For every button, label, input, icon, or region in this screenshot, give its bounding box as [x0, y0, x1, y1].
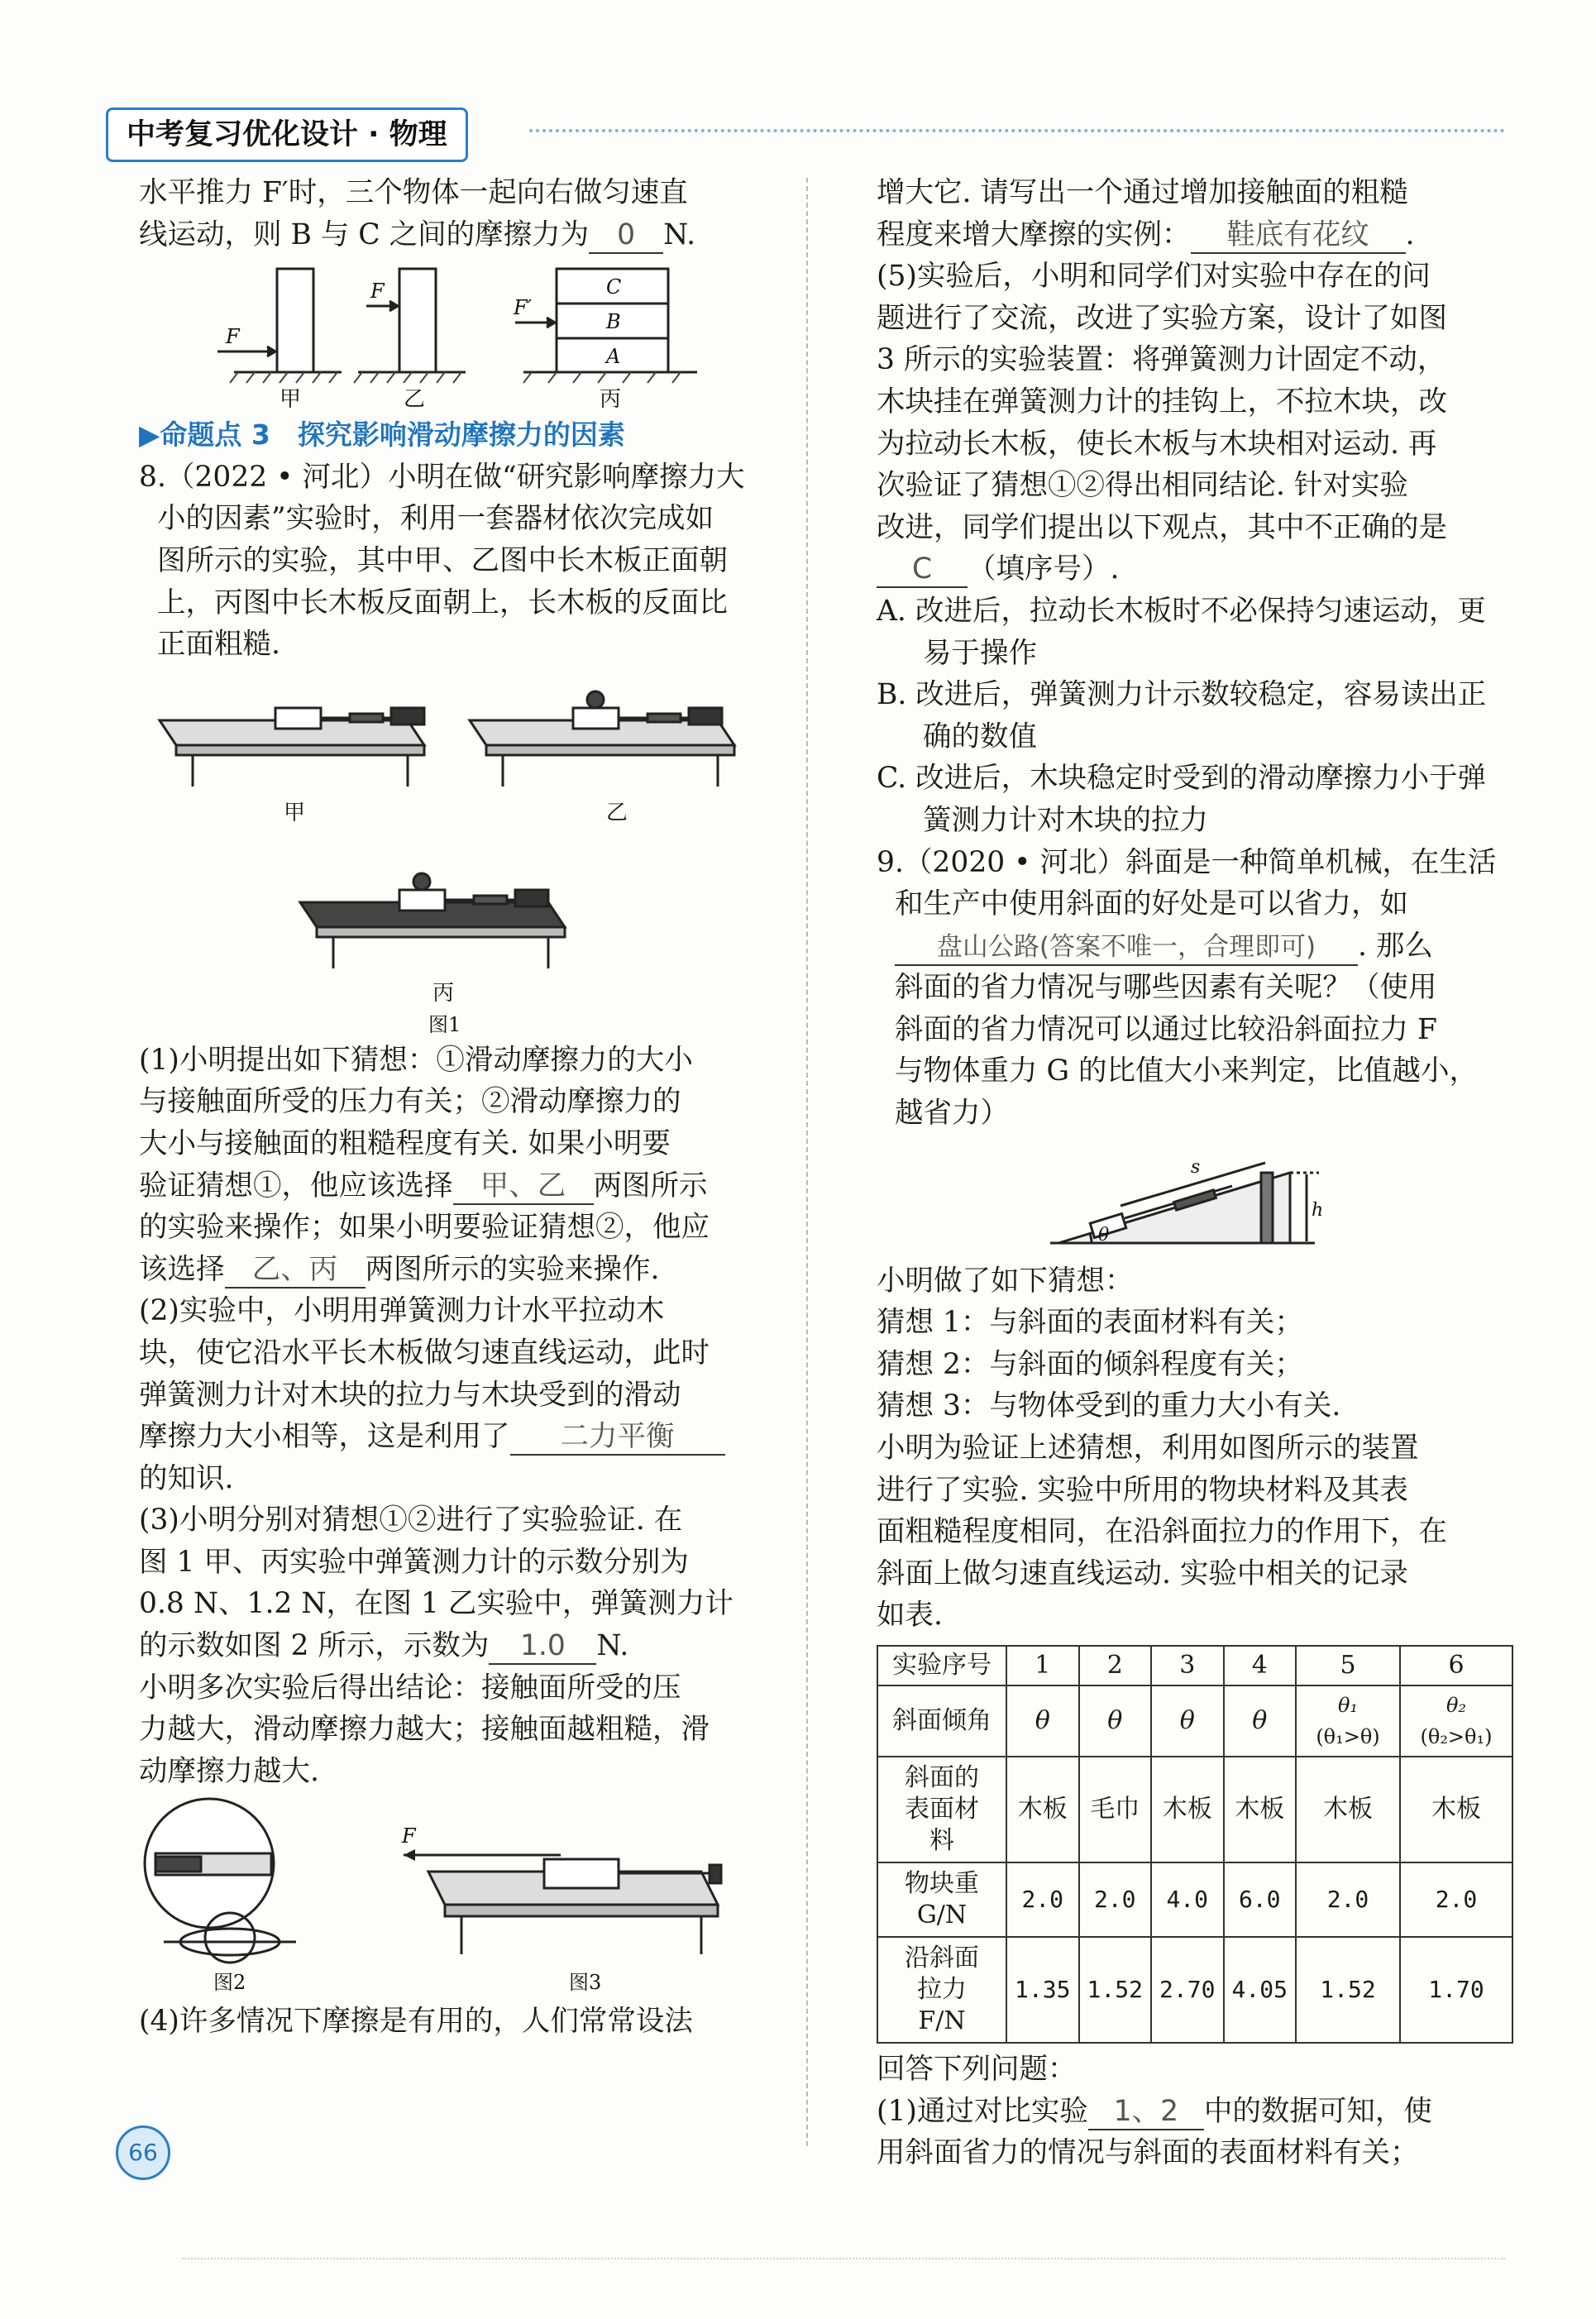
answer-blank[interactable]: 甲、乙: [453, 1169, 594, 1205]
block-label: B: [606, 310, 621, 334]
section-heading: ▶命题点 3 探究影响滑动摩擦力的因素: [139, 418, 625, 452]
book-header-title: 中考复习优化设计 · 物理: [106, 108, 468, 162]
answer-blank[interactable]: 鞋底有花纹: [1191, 218, 1406, 254]
answer-blank[interactable]: C: [877, 552, 968, 588]
part-2: (2)实验中，小明用弹簧测力计水平拉动木: [139, 1294, 665, 1328]
question-9-text: 9.（2020 • 河北）斜面是一种简单机械，在生活: [877, 845, 1497, 879]
answer-blank[interactable]: 二力平衡: [510, 1419, 725, 1456]
figure-caption: 图2: [213, 1971, 246, 1995]
part-5: (5)实验后，小明和同学们对实验中存在的问: [877, 260, 1431, 294]
page-number: 66: [116, 2125, 170, 2180]
table-row: 斜面倾角 θ θ θ θ θ₁ (θ₁>θ) θ₂ (θ₂>θ₁): [877, 1685, 1512, 1757]
force-label: F: [402, 1824, 416, 1848]
answer-blank[interactable]: 1.0: [489, 1628, 596, 1665]
option-c: C. 改进后，木块稳定时受到的滑动摩擦力小于弹簧测力计对木块的拉力: [877, 762, 1487, 837]
question-8-text: 8.（2022 • 河北）小明在做“研究影响摩擦力大: [139, 460, 745, 494]
stacked-blocks-figure: [201, 261, 714, 409]
force-label: F′: [514, 296, 533, 320]
figure-label: 甲: [280, 387, 302, 410]
footer-divider: [182, 2258, 1505, 2259]
figures-2-and-3: [139, 1797, 784, 1996]
table-row: 斜面的表面材料 木板 毛巾 木板 木板 木板 木板: [877, 1757, 1512, 1862]
part-1: (1)小明提出如下猜想：①滑动摩擦力的大小: [139, 1043, 693, 1077]
figure-1-friction-experiments: [143, 671, 772, 1035]
answer-blank[interactable]: 1、2: [1088, 2094, 1204, 2130]
incline-label: s: [1191, 1156, 1201, 1178]
table-row: 物块重G/N 2.0 2.0 4.0 6.0 2.0 2.0: [877, 1862, 1512, 1937]
figure-label: 乙: [606, 800, 628, 825]
answer-blank[interactable]: 乙、丙: [225, 1252, 366, 1289]
figure-label: 丙: [600, 387, 622, 410]
header-divider: [529, 129, 1505, 132]
incline-label: h: [1312, 1199, 1324, 1221]
answer-blank[interactable]: 盘山公路(答案不唯一，合理即可): [895, 930, 1358, 966]
part-3: (3)小明分别对猜想①②进行了实验验证. 在: [139, 1504, 683, 1537]
block-label: A: [606, 345, 621, 369]
figure-label: 乙: [404, 387, 426, 410]
data-table: [877, 1645, 1513, 2044]
part-4: (4)许多情况下摩擦是有用的，人们常常设法: [139, 2005, 693, 2039]
right-column: 增大它. 请写出一个通过增加接触面的粗糙 程度来增大摩擦的实例： 鞋底有花纹 . (5)实验后，小明和同学们对实验中存在的问 题进行了交流，改进了实验方案，设计了如图 3 所示的实验装置：将弹簧测力计固定不动， 木块挂在弹簧测力计的挂钩上，不拉木块，改 为拉动长木板，使长木板与木块相对运动. 再 次验证了猜想①②得出相同结论. 针对实验 改进，同学们提出以下观点，其中不正确的是 C （填序号）. A. 改进后，拉动长木板时不必保持匀速运动，更易于操作 B. 改进后，弹簧测力计示数较稳定，容易读出正确的数值 C. 改进后，木块稳定时受到的滑动摩擦力小于弹簧测力计对木块的拉力 9.（2020 • 河北）斜面是一种简单机械，在生活 和生产中使用斜面的好处是可以省力，如 盘山公路(答案不唯一，合理即可) . 那么 斜面的省力情况与哪些因素有关呢？（使用 斜面的省力情况可以通过比较沿斜面拉力 F 与物体重力 G 的比值大小来判定，比值越小， 越省力） s h θ 小明做了如下猜想： 猜想 1：与斜面的表面材料有关； 猜想 2：与斜面的倾斜程度有关； 猜想 3：与物体受到的重力大小有关. 小明为验证上述猜想，利用如图所示的装置 进行了实验. 实验中所用的物块材料及其表 面粗糙程度相同，在沿斜面拉力的作用下，在 斜面上做匀速直线运动. 实验中相关的记录 如表. 实验序号 1 2 3 4 5 6 斜面倾角 θ θ θ θ θ₁ (θ₁>θ) θ₂ (θ₂>θ₁) 斜面的表面材料 木板 毛巾 木板 木板 木板 木板 物块重G/N 2.0 2.0 4.0 6.0 2.0 2.0 沿斜面拉力 F/N 1.35 1.52 2.70 4.05 1.52 1.70 回答下列问题： (1)通过对比实验 1、2 中的数据可知，使 用斜面省力的情况与斜面的表面材料有关；: [877, 172, 1505, 2174]
incline-plane-figure: [1042, 1140, 1340, 1255]
column-divider: [806, 178, 808, 2146]
option-a: A. 改进后，拉动长木板时不必保持匀速运动，更易于操作: [877, 594, 1486, 670]
intro-line: 水平推力 F′时，三个物体一起向右做匀速直: [139, 176, 688, 209]
figure-caption: 图1: [428, 1012, 461, 1035]
table-row: 沿斜面拉力 F/N 1.35 1.52 2.70 4.05 1.52 1.70: [877, 1937, 1512, 2043]
figure-label: 甲: [284, 800, 306, 825]
answer-blank[interactable]: 0: [589, 218, 663, 254]
option-b: B. 改进后，弹簧测力计示数较稳定，容易读出正确的数值: [877, 678, 1487, 753]
force-label: F: [370, 280, 385, 304]
table-header-row: 实验序号 1 2 3 4 5 6: [877, 1646, 1512, 1685]
intro-line: 线运动，则 B 与 C 之间的摩擦力为 0 N.: [139, 214, 776, 256]
block-label: C: [606, 275, 622, 299]
force-label: F: [226, 325, 240, 349]
figure-label: 丙: [432, 980, 455, 1006]
figure-caption: 图3: [569, 1971, 602, 1995]
left-column: 水平推力 F′时，三个物体一起向右做匀速直 线运动，则 B 与 C 之间的摩擦力为 0 N. F F F′ C B A 甲 乙 丙 ▶命题点 3 探究影响滑动摩擦力的因素 8.（2022 • 河北）小明在做“研究影响摩擦力大 小的因素”实验时，利用一套器材依次完成如 图所示的实验，其中甲、乙图中长木板正面朝 上，丙图中长木板反面朝上，长木板的反面比 正面粗糙. 甲 乙 丙 图1 (1)小明提出如下猜想：①滑动摩擦力的大小 与接触面所受的压力有关；②滑动摩擦力的 大小与接触面的粗糙程度有关. 如果小明要 验证猜想①，他应该选择 甲、乙 两图所示 的实验来操作；如果小明要验证猜想②，他应 该选择 乙、丙 两图所示的实验来操作. (2)实验中，小明用弹簧测力计水平拉动木 块，使它沿水平长木板做匀速直线运动，此时 弹簧测力计对木块的拉力与木块受到的滑动 摩擦力大小相等，这是利用了 二力平衡 的知识. (3)小明分别对猜想①②进行了实验验证. 在 图 1 甲、丙实验中弹簧测力计的示数分别为 0.8 N、1.2 N，在图 1 乙实验中，弹簧测力计 的示数如图 2 所示，示数为 1.0 N. 小明多次实验后得出结论：接触面所受的压 力越大，滑动摩擦力越大；接触面越粗糙，滑 动摩擦力越大. F 图2 图3 (4)许多情况下摩擦是有用的，人们常常设法: [139, 172, 776, 2043]
incline-label: θ: [1098, 1224, 1110, 1246]
